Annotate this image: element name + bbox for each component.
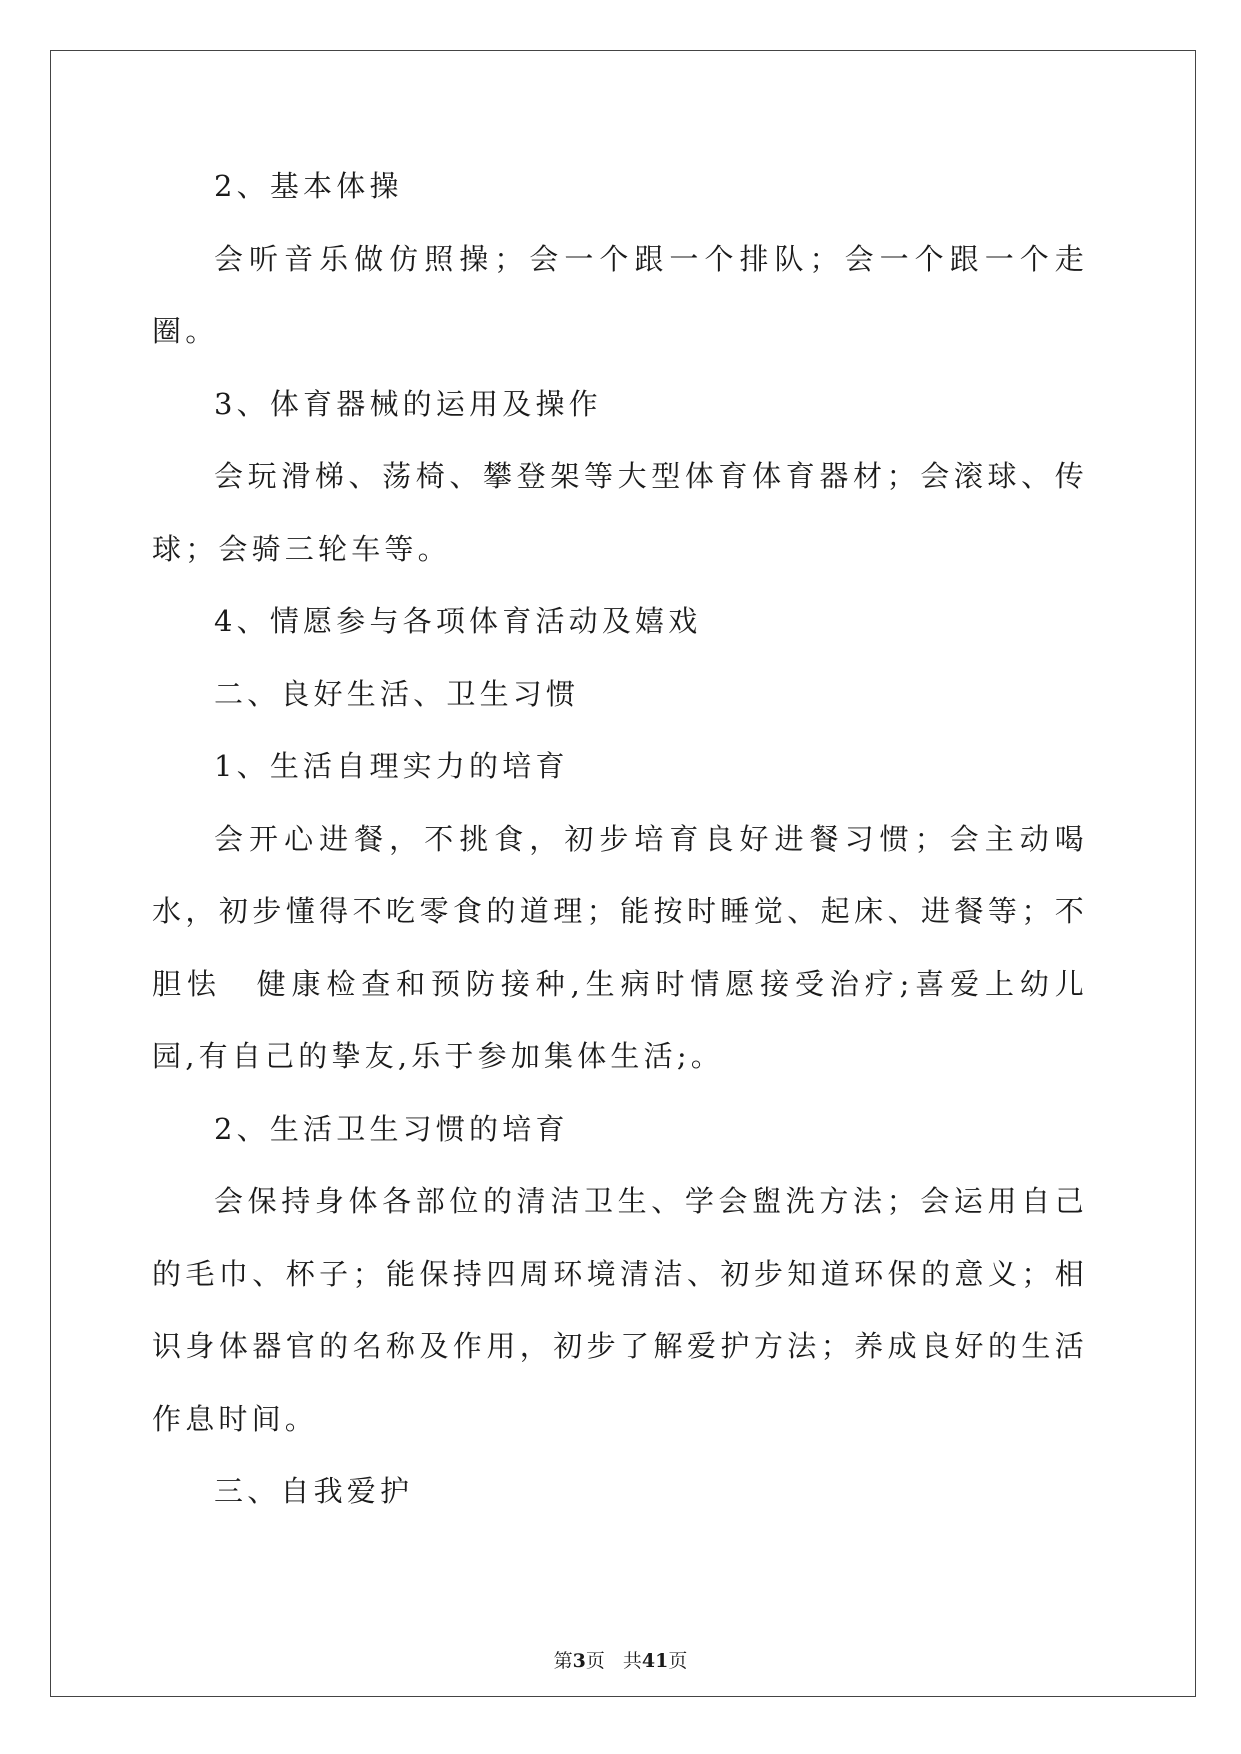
paragraph: 4、情愿参与各项体育活动及嬉戏 <box>214 604 702 638</box>
footer-page-suffix: 页 <box>585 1650 605 1672</box>
total-page-count: 41 <box>641 1650 669 1672</box>
paragraph: 2、生活卫生习惯的培育 <box>214 1111 569 1146</box>
paragraph: 会开心进餐，不挑食，初步培育良好进餐习惯；会主动喝水，初步懂得不吃零食的道理；能按时睡觉、起床、进餐等；不胆怯 健康检查和预防接种,生病时情愿接受治疗;喜爱上幼儿园,有自己的挚友,乐于参加集体生活;。 <box>152 821 1088 1073</box>
paragraph: 2、基本体操 <box>214 169 403 203</box>
paragraph: 会听音乐做仿照操；会一个跟一个排队；会一个跟一个走圈。 <box>152 241 1088 348</box>
paragraph: 二、良好生活、卫生习惯 <box>214 676 580 711</box>
paragraph: 3、体育器械的运用及操作 <box>214 386 602 421</box>
paragraph: 会玩滑梯、荡椅、攀登架等大型体育体育器材；会滚球、传球；会骑三轮车等。 <box>152 459 1088 566</box>
paragraph: 三、自我爱护 <box>214 1474 414 1508</box>
footer-prefix: 第 <box>553 1650 573 1672</box>
paragraph: 1、生活自理实力的培育 <box>214 749 569 783</box>
current-page-number: 3 <box>572 1650 586 1672</box>
document-body <box>152 150 1088 1528</box>
footer-total-suffix: 页 <box>668 1650 688 1672</box>
paragraph: 会保持身体各部位的清洁卫生、学会盥洗方法；会运用自己的毛巾、杯子；能保持四周环境清洁、初步知道环保的意义；相识身体器官的名称及作用，初步了解爱护方法；养成良好的生活作息时间。 <box>152 1184 1088 1436</box>
page-footer <box>0 1646 1241 1673</box>
footer-total-prefix: 共 <box>622 1650 642 1672</box>
